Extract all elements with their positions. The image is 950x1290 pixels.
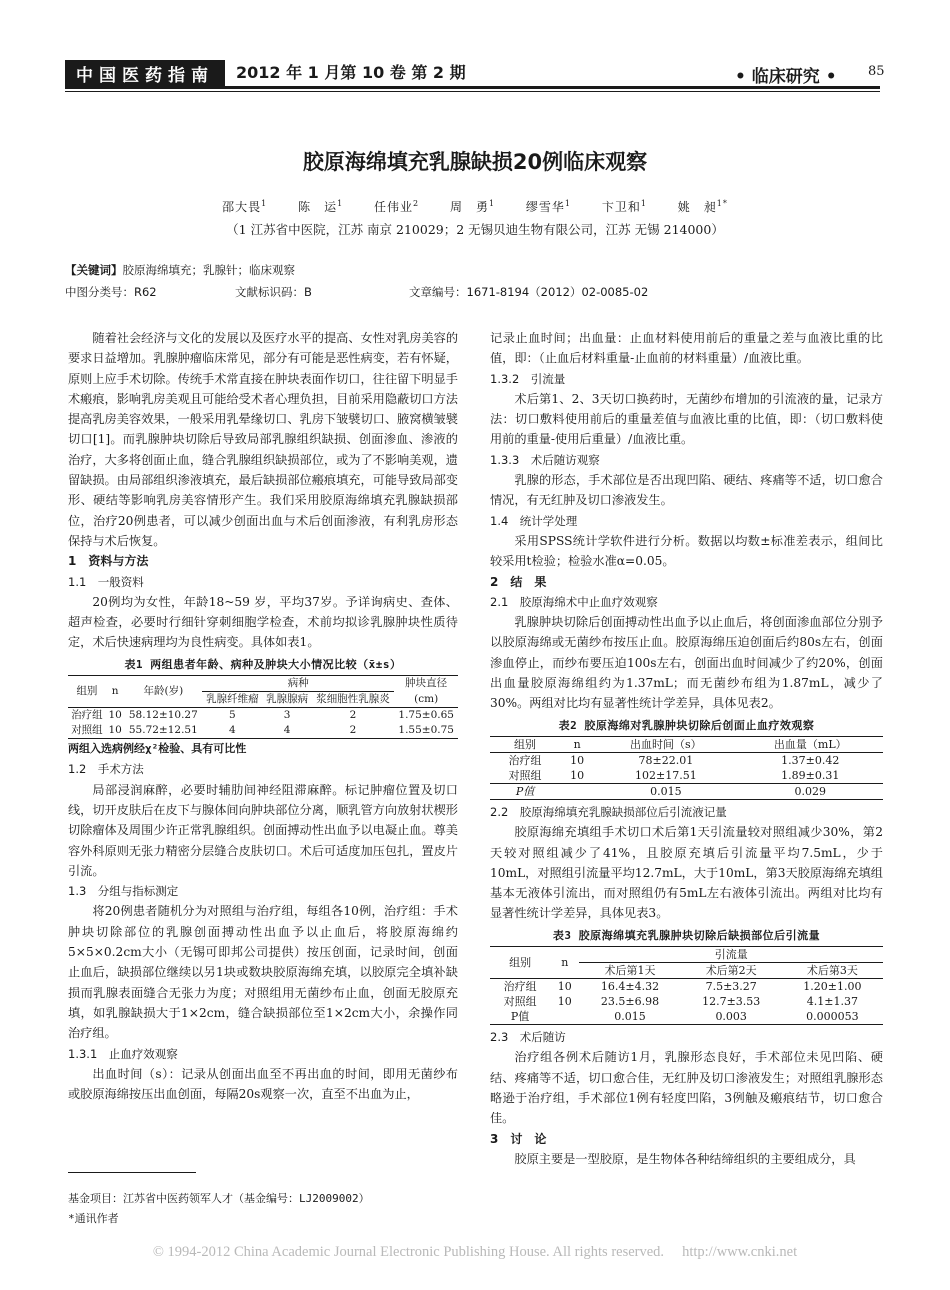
left-column bbox=[68, 328, 458, 1104]
table-header: 浆细胞性乳腺炎 bbox=[316, 693, 390, 706]
copyright-url[interactable]: http://www.cnki.net bbox=[682, 1244, 798, 1260]
section-label: • 临床研究 • bbox=[735, 67, 837, 87]
paragraph: 局部浸润麻醉，必要时辅肋间神经阻滞麻醉。标记肿瘤位置及切口线，切开皮肤后在皮下与腺体间向肿块部位分离，顺乳管方向放射状楔形切除瘤体及周围少许正常乳腺组织。创面搏动性出血予以电凝止血。尊美容外科原则无张力精密分层缝合皮肤切口。术后可适度加压包扎，置皮片引流。 bbox=[68, 782, 458, 878]
table-row: 对照组 10 55.72±12.51 4 4 2 1.55±0.75 bbox=[68, 723, 458, 739]
table-header: 出血量（mL） bbox=[773, 737, 847, 751]
author: 邵大畏$^1$ bbox=[222, 199, 268, 214]
section-heading: 2 结 果 bbox=[490, 574, 547, 589]
table-caption: 表3 胶原海绵填充乳腺肿块切除后缺损部位后引流量 bbox=[552, 928, 821, 942]
table-1 bbox=[68, 655, 458, 760]
table-header: (cm) bbox=[414, 692, 439, 705]
paragraph: 将20例患者随机分为对照组与治疗组，每组各10例，治疗组：手术肿块切除部位的乳腺创面搏动性出血予以止血后，将胶原海绵约5×5×0.2cm大小（无锡可即邦公司提供）按压创面，记录时间，创面止血后，缺损部位继续以另1块或数块胶原海绵充填，以胶原完全填补缺损而乳腺表面缝合无张力为度；对照组用无菌纱布止血，创面无胶原充填，如乳腺缺损大于1×2cm，缝合缺损部位至1×2cm大小，余操作同治疗组。 bbox=[68, 904, 458, 1041]
keywords-label: 【关键词】 bbox=[65, 263, 123, 277]
subsection-heading: 1.3 分组与指标测定 bbox=[68, 884, 179, 899]
author: 卞卫和$^1$ bbox=[601, 199, 647, 214]
table-row: 治疗组 10 78±22.01 1.37±0.42 bbox=[508, 753, 840, 767]
article-number: 文章编号：1671-8194（2012）02-0085-02 bbox=[409, 285, 649, 299]
subsection-heading: 1.3.3 术后随访观察 bbox=[490, 452, 600, 467]
keywords bbox=[65, 262, 295, 278]
journal-name: 中国医药指南 bbox=[65, 60, 225, 86]
table-header: 术后第3天 bbox=[806, 964, 858, 978]
right-column bbox=[490, 328, 883, 1169]
table-row: 治疗组 10 58.12±10.27 5 3 2 1.75±0.65 bbox=[71, 709, 454, 722]
subsection-heading: 1.3.2 引流量 bbox=[490, 371, 566, 386]
intro-paragraph: 随着社会经济与文化的发展以及医疗水平的提高、女性对乳房美容的要求日益增加。乳腺肿瘤临床常见，部分有可能是恶性病变，若有怀疑，原则上应手术切除。传统手术常直接在肿块表面作切口，往往留下明显手术瘢痕，影响乳房美观且可能给受术者心理负担，目前采用隐蔽切口方法提高乳房美容效果，一般采用乳晕缘切口、乳房下皱襞切口、腋窝横皱襞切口[1]。而乳腺肿块切除后导致局部乳腺组织缺损、创面渗血、渗液的治疗，大多将创面止血，缝合乳腺组织缺损部位，或为了不影响美观，遗留缺损。由局部组织渗液填充，最后缺损部位瘢痕填充，可能导致局部变形、硬结等影响乳房美容情形产生。我们采用胶原海绵填充乳腺缺损部位，治疗20例患者，可以减少创面出血与术后创面渗液，有利乳房形态保持与术后恢复。 bbox=[68, 331, 459, 548]
subsection-heading: 1.1 一般资料 bbox=[68, 574, 144, 589]
table-header: 出血时间（s） bbox=[630, 737, 702, 751]
paragraph: 出血时间（s）：记录从创面出血至不再出血的时间，即用无菌纱布或胶原海绵按压出血创面，每隔20s观察一次，直至不出血为止， bbox=[68, 1066, 458, 1102]
table-3 bbox=[490, 926, 883, 1025]
author: 任伟业$^2$ bbox=[374, 199, 420, 214]
subsection-heading: 2.3 术后随访 bbox=[490, 1030, 566, 1045]
keywords-text: 胶原海绵填充；乳腺针；临床观察 bbox=[122, 263, 295, 277]
table-header: 组别 bbox=[509, 956, 532, 970]
issue-info: 2012 年 1 月第 10 卷 第 2 期 bbox=[236, 63, 466, 82]
table-header: 乳腺腺病 bbox=[266, 693, 309, 706]
paragraph: 术后第1、2、3天切口换药时，无菌纱布增加的引流液的量，记录方法：切口敷料使用前后的重量差值与血液比重的比值，即：（切口敷料使用前的重量-使用后重量）/血液比重。 bbox=[490, 391, 883, 447]
subsection-heading: 2.1 胶原海绵术中止血疗效观察 bbox=[490, 594, 658, 609]
table-header: n bbox=[561, 956, 569, 970]
table-2 bbox=[490, 716, 883, 800]
paragraph: 乳腺的形态，手术部位是否出现凹陷、硬结、疼痛等不适，切口愈合情况，有无红肿及切口渗液发生。 bbox=[490, 473, 883, 508]
table-header: 病种 bbox=[202, 676, 394, 692]
subsection-heading: 2.2 胶原海绵填充乳腺缺损部位后引流液记量 bbox=[490, 804, 727, 819]
corresponding-author-note: *通讯作者 bbox=[68, 1212, 119, 1225]
section-heading: 1 资料与方法 bbox=[68, 554, 149, 569]
table-header: 组别 bbox=[76, 685, 98, 698]
subsection-heading: 1.3.1 止血疗效观察 bbox=[68, 1046, 178, 1061]
clc-number: 中图分类号：R62 bbox=[65, 285, 157, 299]
table-header: 乳腺纤维瘤 bbox=[206, 693, 259, 706]
header-rule-thin bbox=[65, 91, 880, 92]
table-caption: 表1 两组患者年龄、病种及肿块大小情况比较（x̄±s） bbox=[124, 657, 402, 671]
table-row: 治疗组 10 16.4±4.32 7.5±3.27 1.20±1.00 bbox=[503, 980, 862, 994]
table-header: 术后第2天 bbox=[705, 964, 757, 978]
paragraph: 胶原海绵充填组手术切口术后第1天引流量较对照组减少30%，第2天较对照组减少了41%，且胶原充填后引流量平均7.5mL，少于10mL，对照组引流量平均12.7mL，大于10mL，第3天胶原海绵充填组基本无液体引流出，而对照组仍有5mL左右液体引流出。两组对比均有显著性统计学差异，具体见表3。 bbox=[490, 825, 883, 921]
copyright-text: © 1994-2012 China Academic Journal Electronic Publishing House. All rights reserved. bbox=[152, 1244, 665, 1260]
author: 缪雪华$^1$ bbox=[525, 199, 571, 214]
table-row: 对照组 10 23.5±6.98 12.7±3.53 4.1±1.37 bbox=[503, 995, 858, 1009]
table-row: P值 0.015 0.029 bbox=[490, 783, 883, 799]
paragraph: 胶原主要是一型胶原，是生物体各种结缔组织的主要组成分，具 bbox=[514, 1151, 856, 1166]
author: 姚 昶$^{1*}$ bbox=[677, 199, 728, 214]
fund-note: 基金项目：江苏省中医药领军人才（基金编号：LJ2009002） bbox=[68, 1192, 370, 1205]
table-header: n bbox=[111, 685, 119, 698]
doc-code: 文献标识码：B bbox=[235, 285, 312, 299]
section-heading: 3 讨 论 bbox=[490, 1131, 547, 1146]
copyright-line bbox=[0, 1244, 950, 1261]
paragraph: 采用SPSS统计学软件进行分析。数据以均数±标准差表示，组间比较采用t检验；检验水准α=0.05。 bbox=[490, 533, 883, 569]
table-row: P值 0.015 0.003 0.000053 bbox=[490, 1009, 883, 1025]
paragraph: 记录止血时间；出血量：止血材料使用前后的重量之差与血液比重的比值，即：（止血后材料重量-止血前的材料重量）/血液比重。 bbox=[490, 331, 883, 366]
author: 周 勇$^1$ bbox=[449, 199, 496, 214]
table-header: 肿块直径 bbox=[405, 677, 448, 690]
subsection-heading: 1.2 手术方法 bbox=[68, 762, 144, 777]
paragraph: 乳腺肿块切除后创面搏动性出血予以止血后，将创面渗血部位分别予以胶原海绵或无菌纱布按压止血。胶原海绵压迫创面后约80s左右，创面渗血停止，而纱布要压迫100s左右，创面出血时间减少了约20%，创面出血量胶原海绵组约为1.37mL；而无菌纱布组为1.87mL，减少了30%。两组对比均有显著性统计学差异，具体见表2。 bbox=[490, 615, 883, 711]
page-number: 85 bbox=[868, 64, 885, 79]
header-rule bbox=[65, 86, 880, 89]
paragraph: 20例均为女性，年龄18~59 岁，平均37岁。予详询病史、查体、超声检查，必要时行细针穿刺细胞学检查，术前均拟诊乳腺肿块性质待定，术后快速病理均为良性病变。具体如表1。 bbox=[68, 594, 458, 650]
table-header: 年龄(岁) bbox=[143, 685, 184, 698]
footnote-rule bbox=[68, 1172, 196, 1173]
author-list bbox=[0, 198, 950, 215]
table-header: n bbox=[573, 737, 581, 751]
table-caption: 表2 胶原海绵对乳腺肿块切除后创面止血疗效观察 bbox=[558, 718, 815, 732]
table-header: 组别 bbox=[514, 737, 537, 751]
table-header: 引流量 bbox=[579, 947, 883, 963]
affiliation: （1 江苏省中医院，江苏 南京 210029；2 无锡贝迪生物有限公司，江苏 无锡 214000） bbox=[226, 222, 724, 237]
table-header: 术后第1天 bbox=[604, 964, 656, 978]
table-note: 两组入选病例经χ²检验、具有可比性 bbox=[68, 742, 247, 756]
author: 陈 运$^1$ bbox=[298, 199, 344, 214]
subsection-heading: 1.4 统计学处理 bbox=[490, 513, 578, 528]
table-row: 对照组 10 102±17.51 1.89±0.31 bbox=[508, 768, 840, 782]
article-title: 胶原海绵填充乳腺缺损20例临床观察 bbox=[302, 150, 648, 174]
paragraph: 治疗组各例术后随访1月，乳腺形态良好，手术部位未见凹陷、硬结、疼痛等不适，切口愈合佳，无红肿及切口渗液发生；对照组乳腺形态略逊于治疗组，手术部位1例有轻度凹陷，3例触及瘢痕结节，切口愈合佳。 bbox=[490, 1050, 883, 1126]
